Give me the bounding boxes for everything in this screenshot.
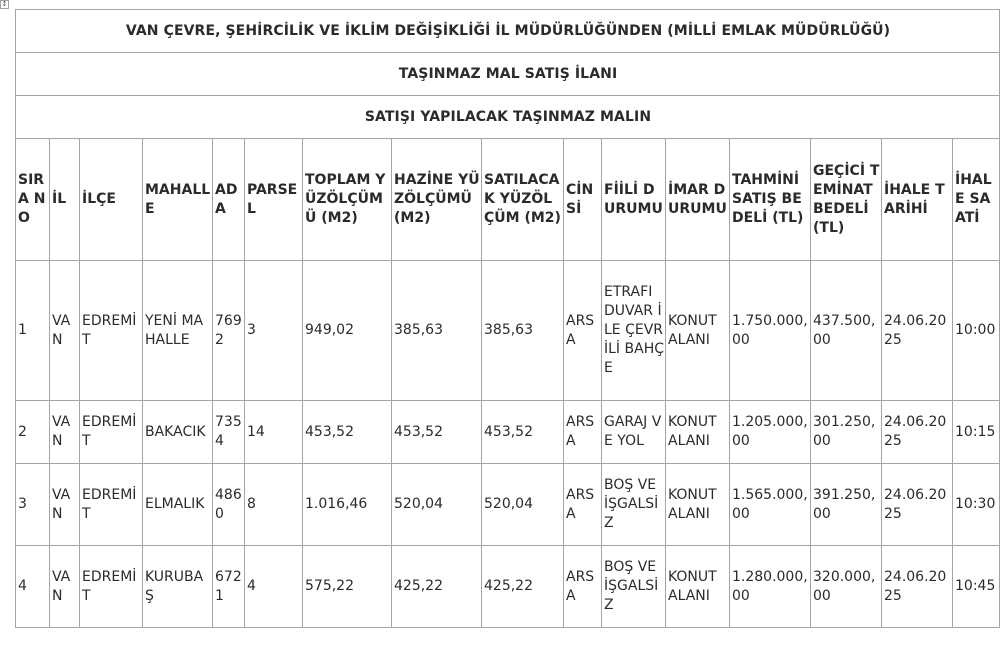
- cell-ihale-tarihi: 24.06.2025: [882, 401, 953, 464]
- cell-hazine-yuzolcumu: 425,22: [392, 546, 482, 628]
- cell-toplam-yuzolcumu: 1.016,46: [303, 464, 392, 546]
- cell-ihale-saati: 10:45: [953, 546, 1000, 628]
- header-mahalle: MAHALLE: [143, 139, 213, 261]
- cell-hazine-yuzolcumu: 453,52: [392, 401, 482, 464]
- header-ihale-saati: İHALE SAATİ: [953, 139, 1000, 261]
- cell-il: VAN: [50, 464, 80, 546]
- table-row: [16, 261, 1000, 401]
- cell-gecici-teminat-bedeli: 320.000,00: [811, 546, 882, 628]
- cell-imar-durumu: KONUT ALANI: [666, 261, 730, 401]
- cell-toplam-yuzolcumu: 575,22: [303, 546, 392, 628]
- column-header-row: [16, 139, 1000, 261]
- cell-imar-durumu: KONUT ALANI: [666, 546, 730, 628]
- cell-tahmini-satis-bedeli: 1.565.000,00: [730, 464, 811, 546]
- cell-imar-durumu: KONUT ALANI: [666, 464, 730, 546]
- cell-tahmini-satis-bedeli: 1.750.000,00: [730, 261, 811, 401]
- cell-hazine-yuzolcumu: 520,04: [392, 464, 482, 546]
- header-sira-no: SIRA NO: [16, 139, 50, 261]
- cell-ilce: EDREMİT: [80, 401, 143, 464]
- cell-mahalle: KURUBAŞ: [143, 546, 213, 628]
- cell-gecici-teminat-bedeli: 391.250,00: [811, 464, 882, 546]
- cell-tahmini-satis-bedeli: 1.280.000,00: [730, 546, 811, 628]
- cell-parsel: 3: [245, 261, 303, 401]
- cell-satilacak-yuzolcum: 385,63: [482, 261, 564, 401]
- cell-fiili-durumu: GARAJ VE YOL: [602, 401, 666, 464]
- cell-cinsi: ARSA: [564, 261, 602, 401]
- cell-ada: 7354: [213, 401, 245, 464]
- cell-sira-no: 4: [16, 546, 50, 628]
- cell-ilce: EDREMİT: [80, 546, 143, 628]
- section-title: SATIŞI YAPILACAK TAŞINMAZ MALIN: [16, 96, 1000, 139]
- cell-satilacak-yuzolcum: 425,22: [482, 546, 564, 628]
- cell-fiili-durumu: BOŞ VE İŞGALSİZ: [602, 464, 666, 546]
- cell-mahalle: BAKACIK: [143, 401, 213, 464]
- header-ihale-tarihi: İHALE TARİHİ: [882, 139, 953, 261]
- cell-ihale-saati: 10:30: [953, 464, 1000, 546]
- sale-notice-table: [15, 9, 1000, 628]
- cell-tahmini-satis-bedeli: 1.205.000,00: [730, 401, 811, 464]
- cell-fiili-durumu: ETRAFI DUVAR İLE ÇEVRİLİ BAHÇE: [602, 261, 666, 401]
- header-satilacak-yuzolcum: SATILACAK YÜZÖLÇÜM (M2): [482, 139, 564, 261]
- cell-il: VAN: [50, 546, 80, 628]
- header-toplam-yuzolcumu: TOPLAM YÜZÖLÇÜMÜ (M2): [303, 139, 392, 261]
- header-gecici-teminat-bedeli: GEÇİCİ TEMİNAT BEDELİ (TL): [811, 139, 882, 261]
- cell-gecici-teminat-bedeli: 301.250,00: [811, 401, 882, 464]
- header-imar-durumu: İMAR DURUMU: [666, 139, 730, 261]
- cell-ada: 7692: [213, 261, 245, 401]
- cell-hazine-yuzolcumu: 385,63: [392, 261, 482, 401]
- cell-ihale-saati: 10:00: [953, 261, 1000, 401]
- cell-il: VAN: [50, 401, 80, 464]
- notice-title: TAŞINMAZ MAL SATIŞ İLANI: [16, 53, 1000, 96]
- header-parsel: PARSEL: [245, 139, 303, 261]
- cell-fiili-durumu: BOŞ VE İŞGALSİZ: [602, 546, 666, 628]
- cell-gecici-teminat-bedeli: 437.500,00: [811, 261, 882, 401]
- cell-il: VAN: [50, 261, 80, 401]
- table-move-handle-icon[interactable]: ↕: [1, 0, 8, 8]
- header-tahmini-satis-bedeli: TAHMİNİ SATIŞ BEDELİ (TL): [730, 139, 811, 261]
- cell-parsel: 4: [245, 546, 303, 628]
- header-fiili-durumu: FİİLİ DURUMU: [602, 139, 666, 261]
- header-ilce: İLÇE: [80, 139, 143, 261]
- cell-mahalle: ELMALIK: [143, 464, 213, 546]
- cell-parsel: 14: [245, 401, 303, 464]
- table-row: [16, 401, 1000, 464]
- cell-cinsi: ARSA: [564, 546, 602, 628]
- table-row: [16, 546, 1000, 628]
- cell-ihale-saati: 10:15: [953, 401, 1000, 464]
- cell-mahalle: YENİ MAHALLE: [143, 261, 213, 401]
- cell-ada: 6721: [213, 546, 245, 628]
- cell-imar-durumu: KONUT ALANI: [666, 401, 730, 464]
- cell-sira-no: 1: [16, 261, 50, 401]
- cell-ihale-tarihi: 24.06.2025: [882, 464, 953, 546]
- cell-ilce: EDREMİT: [80, 261, 143, 401]
- cell-parsel: 8: [245, 464, 303, 546]
- cell-ihale-tarihi: 24.06.2025: [882, 261, 953, 401]
- cell-cinsi: ARSA: [564, 464, 602, 546]
- header-hazine-yuzolcumu: HAZİNE YÜZÖLÇÜMÜ (M2): [392, 139, 482, 261]
- header-ada: ADA: [213, 139, 245, 261]
- cell-sira-no: 2: [16, 401, 50, 464]
- table-row: [16, 464, 1000, 546]
- cell-satilacak-yuzolcum: 453,52: [482, 401, 564, 464]
- cell-toplam-yuzolcumu: 949,02: [303, 261, 392, 401]
- header-cinsi: CİNSİ: [564, 139, 602, 261]
- cell-cinsi: ARSA: [564, 401, 602, 464]
- cell-sira-no: 3: [16, 464, 50, 546]
- cell-ada: 4860: [213, 464, 245, 546]
- header-il: İL: [50, 139, 80, 261]
- office-title: VAN ÇEVRE, ŞEHİRCİLİK VE İKLİM DEĞİŞİKLİĞİ İL MÜDÜRLÜĞÜNDEN (MİLLİ EMLAK MÜDÜRLÜĞÜ): [16, 10, 1000, 53]
- cell-satilacak-yuzolcum: 520,04: [482, 464, 564, 546]
- cell-ilce: EDREMİT: [80, 464, 143, 546]
- cell-toplam-yuzolcumu: 453,52: [303, 401, 392, 464]
- cell-ihale-tarihi: 24.06.2025: [882, 546, 953, 628]
